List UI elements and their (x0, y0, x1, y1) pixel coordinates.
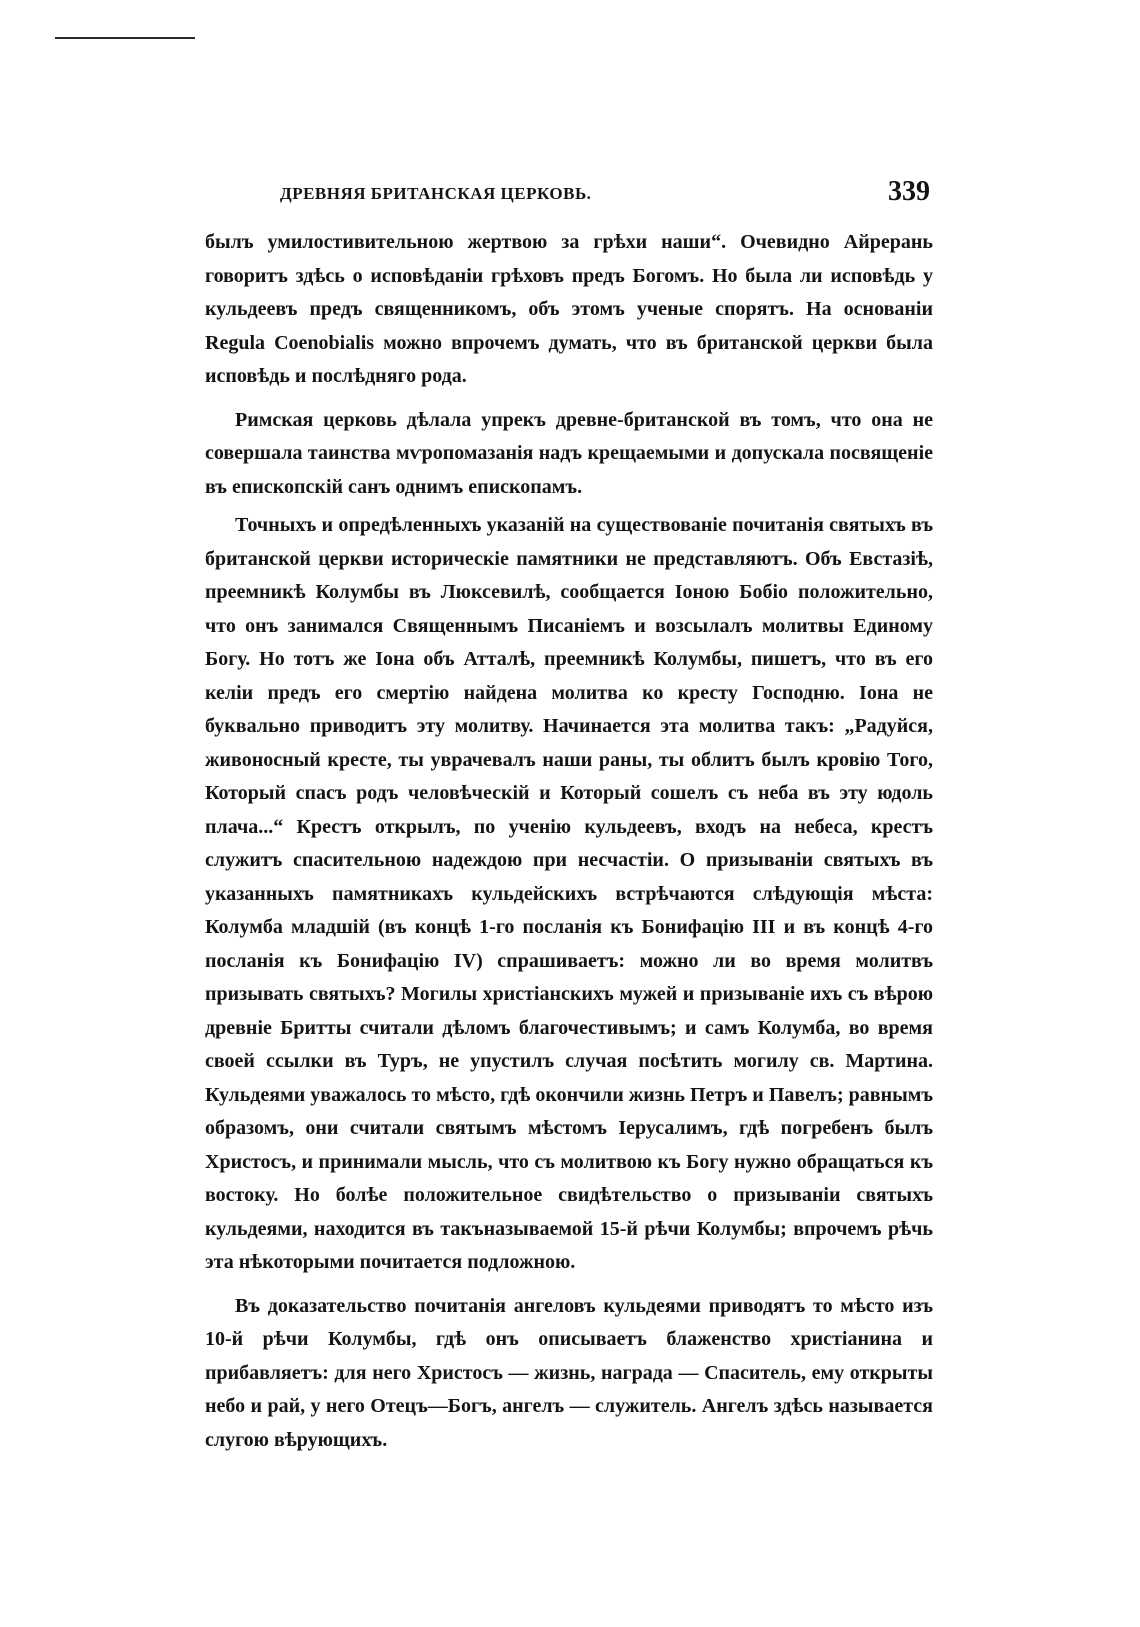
paragraph-confession: былъ умилостивительною жертвою за грѣхи наши“. Очевидно Айрерань говоритъ здѣсь о исповѣданіи грѣховъ предъ Богомъ. Но была ли исповѣдь у кульдеевъ предъ священникомъ, объ этомъ ученые спорятъ. На основаніи Regula Coenobialis можно впрочемъ думать, что въ британской церкви была исповѣдь и послѣдняго рода. (205, 231, 933, 387)
body-text (205, 226, 933, 1462)
paragraph-chrismation: Римская церковь дѣлала упрекъ древне-британской въ томъ, что она не совершала таинства мѵропомазанія надъ крещаемыми и допускала посвященіе въ епископскій санъ однимъ епископамъ. (205, 408, 933, 498)
paragraph-veneration-of-angels: Въ доказательство почитанія ангеловъ кульдеями приводятъ то мѣсто изъ 10-й рѣчи Колумбы, гдѣ онъ описываетъ блаженство христіанина и прибавляетъ: для него Христосъ — жизнь, награда — Спаситель, ему открыты небо и рай, у него Отецъ—Богъ, ангелъ — служитель. Ангелъ здѣсь называется слугою вѣрующихъ. (205, 1294, 933, 1451)
running-title: ДРЕВНЯЯ БРИТАНСКАЯ ЦЕРКОВЬ. (280, 184, 592, 203)
paragraph-veneration-of-saints: Точныхъ и опредѣленныхъ указаній на существованіе почитанія святыхъ въ британской церкви историческіе памятники не представляютъ. Объ Евстазіѣ, преемникѣ Колумбы въ Люксевилѣ, сообщается Іоною Бобіо положительно, что онъ занимался Священнымъ Писаніемъ и возсылалъ молитвы Единому Богу. Но тотъ же Іона объ Атталѣ, преемникѣ Колумбы, пишетъ, что въ его келіи предъ его смертію найдена молитва ко кресту Господню. Іона не буквально приводитъ эту молитву. Начинается эта молитва такъ: „Радуйся, живоносный кресте, ты уврачевалъ наши раны, ты облитъ былъ кровію Того, Который спасъ родъ человѣческій и Который сошелъ съ неба въ эту юдоль плача...“ Крестъ открылъ, по ученію кульдеевъ, входъ на небеса, крестъ служитъ спасительною надеждою при несчастіи. О призываніи святыхъ въ указанныхъ памятникахъ кульдейскихъ встрѣчаются слѣдующія мѣста: Колумба младшій (въ концѣ 1-го посланія къ Бонифацію III и въ концѣ 4-го посланія къ Бонифацію IV) спрашиваетъ: можно ли во время молитвъ призывать святыхъ? Могилы христіанскихъ мужей и призываніе ихъ съ вѣрою древніе Бритты считали дѣломъ благочестивымъ; и самъ Колумба, во время своей ссылки въ Туръ, не упустилъ случая посѣтить могилу св. Мартина. Кульдеями уважалось то мѣсто, гдѣ окончили жизнь Петръ и Павелъ; равнымъ образомъ, они считали святымъ мѣстомъ Іерусалимъ, гдѣ погребенъ былъ Христосъ, и принимали мысль, что съ молитвою къ Богу нужно обращаться къ востоку. Но болѣе положительное свидѣтельство о призываніи святыхъ кульдеями, находится въ такъназываемой 15-й рѣчи Колумбы; впрочемъ рѣчь эта нѣкоторыми почитается подложною. (205, 514, 933, 1273)
page-header (240, 176, 930, 216)
page-number: 339 (888, 176, 930, 207)
top-rule (55, 37, 195, 39)
